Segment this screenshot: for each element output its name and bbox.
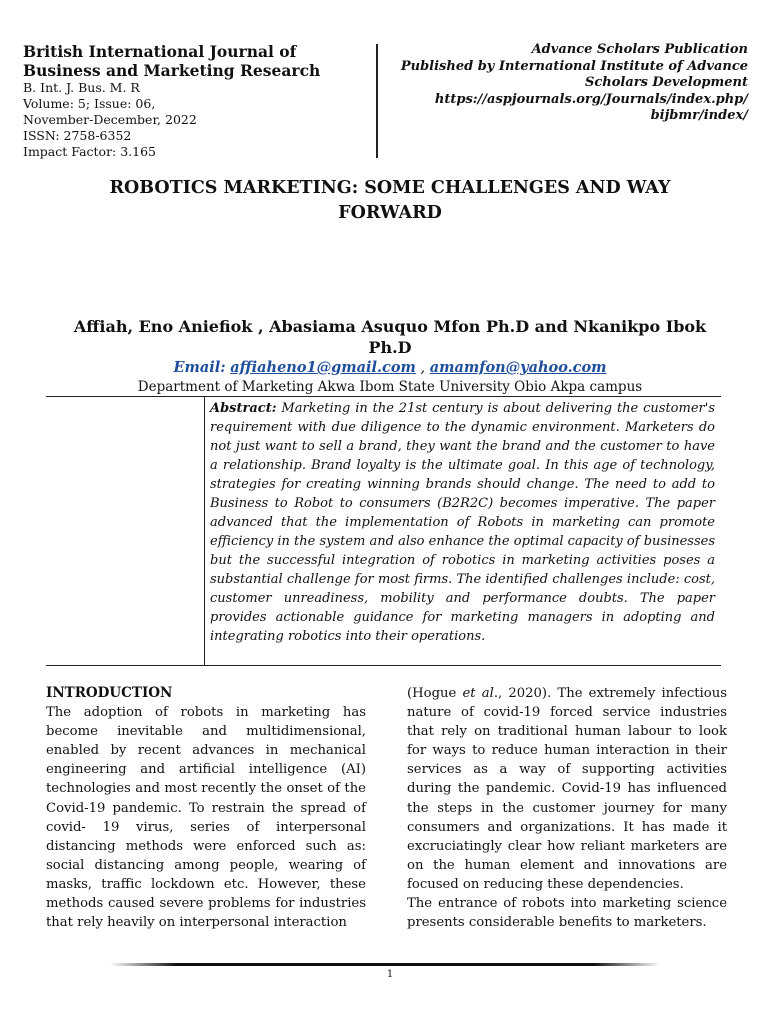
introduction-heading: INTRODUCTION bbox=[46, 685, 173, 701]
right-paragraph-2: The entrance of robots into marketing science presents considerable benefits to marketers. bbox=[407, 896, 727, 931]
left-column bbox=[46, 684, 366, 932]
citation-open: (Hogue bbox=[407, 686, 463, 701]
journal-volume: Volume: 5; Issue: 06, bbox=[23, 96, 156, 111]
email-link-1[interactable]: affiaheno1@gmail.com bbox=[230, 359, 416, 376]
journal-period: November-December, 2022 bbox=[23, 112, 197, 127]
journal-name-line2: Business and Marketing Research bbox=[23, 61, 321, 80]
email-label: Email: bbox=[173, 359, 226, 376]
right-paragraph-1-text: ., 2020). The extremely infectious nature of covid-19 forced service industries that rely on traditional human labour to look for ways to reduce human interaction in their services as a way of supporting activities during the pandemic. Covid-19 has influenced the steps in the customer journey for many consumers and organizations. It has made it excruciatingly clear how reliant marketers are on the human element and innovations are focused on reducing these dependencies. bbox=[407, 686, 727, 892]
publisher-line1: Advance Scholars Publication bbox=[531, 42, 748, 57]
journal-issn: ISSN: 2758-6352 bbox=[23, 128, 132, 143]
paper-title-line2: FORWARD bbox=[338, 203, 442, 223]
publisher-info bbox=[378, 42, 748, 125]
department: Department of Marketing Akwa Ibom State University Obio Akpa campus bbox=[137, 379, 643, 395]
email-separator: , bbox=[415, 360, 430, 376]
journal-url-line1[interactable]: https://aspjournals.org/Journals/index.php/ bbox=[434, 91, 748, 107]
email-link-2[interactable]: amamfon@yahoo.com bbox=[429, 359, 607, 376]
abstract-box bbox=[46, 396, 721, 666]
journal-name-line1: British International Journal of bbox=[23, 42, 297, 61]
authors bbox=[40, 316, 740, 358]
right-paragraph-1 bbox=[407, 684, 727, 894]
footer-rule bbox=[110, 963, 660, 966]
citation-et-al: et al bbox=[462, 686, 494, 701]
journal-info bbox=[23, 42, 373, 160]
publisher-line3: Scholars Development bbox=[584, 75, 748, 90]
journal-url-line2[interactable]: bijbmr/index/ bbox=[650, 108, 748, 123]
abstract bbox=[210, 399, 715, 646]
page-number: 1 bbox=[386, 969, 394, 980]
email-line bbox=[40, 358, 740, 378]
abstract-divider bbox=[204, 397, 205, 665]
intro-paragraph-1: The adoption of robots in marketing has become inevitable and multidimensional, enabled by recent advances in mechanical engineering and artificial intelligence (AI) technologies and most recently the onset of the Covid-19 pandemic. To restrain the spread of covid- 19 virus, series of interpersonal distancing methods were enforced such as: social distancing among people, wearing of masks, traffic lockdown etc. However, these methods caused severe problems for industries that rely heavily on interpersonal interaction bbox=[46, 705, 366, 931]
journal-impact-factor: Impact Factor: 3.165 bbox=[23, 144, 157, 159]
abstract-body: Marketing in the 21st century is about delivering the customer's requirement with due diligence to the dynamic environment. Marketers do not just want to sell a brand, they want the brand and the customer to have a relationship. Brand loyalty is the ultimate goal. In this age of technology, strategies for creating winning brands should change. The need to add to Business to Robot to consumers (B2R2C) becomes imperative. The paper advanced that the implementation of Robots in marketing can promote efficiency in the system and also enhance the optimal capacity of businesses but the successful integration of robotics in marketing activities poses a substantial challenge for most firms. The identified challenges include: cost, customer unreadiness, mobility and performance doubts. The paper provides actionable guidance for marketing managers in adopting and integrating robotics into their operations. bbox=[210, 401, 715, 644]
paper-title-line1: ROBOTICS MARKETING: SOME CHALLENGES AND WAY bbox=[109, 178, 671, 198]
journal-abbrev: B. Int. J. Bus. M. R bbox=[23, 80, 140, 95]
right-column bbox=[407, 684, 727, 932]
publisher-line2: Published by International Institute of Advance bbox=[400, 58, 748, 74]
abstract-label: Abstract: bbox=[210, 401, 277, 416]
authors-line1: Affiah, Eno Aniefiok , Abasiama Asuquo Mfon Ph.D and Nkanikpo Ibok bbox=[73, 317, 707, 336]
authors-line2: Ph.D bbox=[368, 338, 412, 357]
paper-title bbox=[60, 176, 720, 226]
